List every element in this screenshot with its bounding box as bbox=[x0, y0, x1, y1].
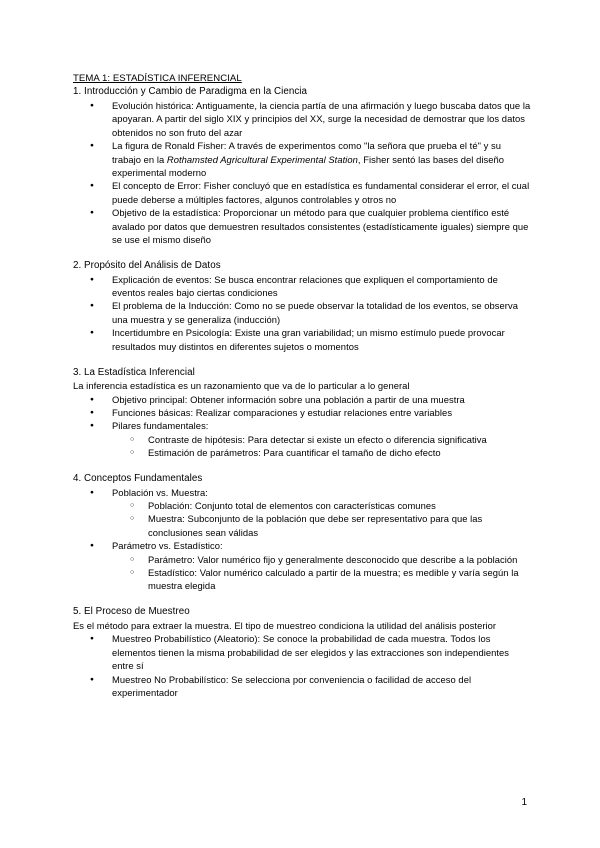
list-item bbox=[73, 139, 531, 179]
sub-list-item: ○ Estimación de parámetros: Para cuantificar el tamaño de dicho efecto bbox=[73, 446, 531, 459]
sub-list-item: ○ Muestra: Subconjunto de la población que debe ser representativo para que las conclusiones sean válidas bbox=[73, 512, 531, 539]
list-item: ● El concepto de Error: Fisher concluyó que en estadística es fundamental considerar el error, el cual puede deberse a múltiples factores, algunos controlables y otros no bbox=[73, 179, 531, 206]
list-item: ● Explicación de eventos: Se busca encontrar relaciones que expliquen el comportamiento de eventos reales bajo ciertas condiciones bbox=[73, 273, 531, 300]
section-2-heading: 2. Propósito del Análisis de Datos bbox=[73, 259, 221, 271]
list-item: ● Evolución histórica: Antiguamente, la ciencia partía de una afirmación y luego buscaba datos que la apoyaran. A partir del siglo XIX y principios del XX, surge la necesidad de demostrar que los datos obtenidos no son fruto del azar bbox=[73, 99, 531, 139]
section-5-intro: Es el método para extraer la muestra. El tipo de muestreo condiciona la utilidad del análisis posterior bbox=[73, 619, 497, 631]
sub-list-item: ○ Población: Conjunto total de elementos con características comunes bbox=[73, 499, 531, 512]
section-2-list bbox=[73, 273, 531, 353]
list-item: ● Objetivo principal: Obtener información sobre una población a partir de una muestra bbox=[73, 393, 531, 406]
list-item: ● Muestreo Probabilístico (Aleatorio): Se conoce la probabilidad de cada muestra. Todos los elementos tienen la misma probabilidad de ser elegidos y las extracciones son independientes entre sí bbox=[73, 632, 531, 672]
list-item: ● Objetivo de la estadística: Proporcionar un método para que cualquier problema científico esté avalado por datos que demuestren resultados consistentes (estadísticamente iguales) siempre que se use el mismo diseño bbox=[73, 206, 531, 246]
section-4-heading: 4. Conceptos Fundamentales bbox=[73, 473, 203, 485]
sub-list-item: ○ Contraste de hipótesis: Para detectar si existe un efecto o diferencia significativa bbox=[73, 433, 531, 446]
list-item-text: La figura de Ronald Fisher: A través de experimentos como "la señora que prueba el té" y su trabajo en la bbox=[112, 140, 502, 165]
section-5-heading: 5. El Proceso de Muestreo bbox=[73, 606, 190, 618]
list-item: ● Población vs. Muestra: bbox=[73, 486, 531, 499]
section-3-intro: La inferencia estadística es un razonamiento que va de lo particular a lo general bbox=[73, 380, 410, 392]
section-1-list bbox=[73, 99, 531, 246]
section-1-heading: 1. Introducción y Cambio de Paradigma en la Ciencia bbox=[73, 86, 307, 98]
list-item: ● Parámetro vs. Estadístico: bbox=[73, 539, 531, 552]
section-3-heading: 3. La Estadística Inferencial bbox=[73, 366, 195, 378]
sub-list-item: ○ Estadístico: Valor numérico calculado a partir de la muestra; es medible y varía según la muestra elegida bbox=[73, 566, 531, 593]
document-title: TEMA 1: ESTADÍSTICA INFERENCIAL bbox=[73, 73, 242, 84]
list-item: ● Pilares fundamentales: bbox=[73, 419, 531, 432]
page-number: 1 bbox=[521, 797, 527, 808]
list-item: ● El problema de la Inducción: Como no se puede observar la totalidad de los eventos, se observa una muestra y se generaliza (inducción) bbox=[73, 299, 531, 326]
list-item: ● Muestreo No Probabilístico: Se selecciona por conveniencia o facilidad de acceso del experimentador bbox=[73, 673, 531, 700]
document-body bbox=[73, 72, 531, 699]
section-5-list bbox=[73, 632, 531, 699]
list-item-text: , Fisher sentó las bases del diseño experimental moderno bbox=[112, 153, 505, 179]
section-4-list bbox=[73, 486, 531, 593]
list-item: ● Incertidumbre en Psicología: Existe una gran variabilidad; un mismo estímulo puede provocar resultados muy distintos en diferentes sujetos o momentos bbox=[73, 326, 531, 353]
list-item: ● Funciones básicas: Realizar comparaciones y estudiar relaciones entre variables bbox=[73, 406, 531, 419]
sub-list-item: ○ Parámetro: Valor numérico fijo y generalmente desconocido que describe a la población bbox=[73, 553, 531, 566]
institution-name: Rothamsted Agricultural Experimental Station bbox=[166, 153, 358, 165]
section-3-list bbox=[73, 393, 531, 460]
